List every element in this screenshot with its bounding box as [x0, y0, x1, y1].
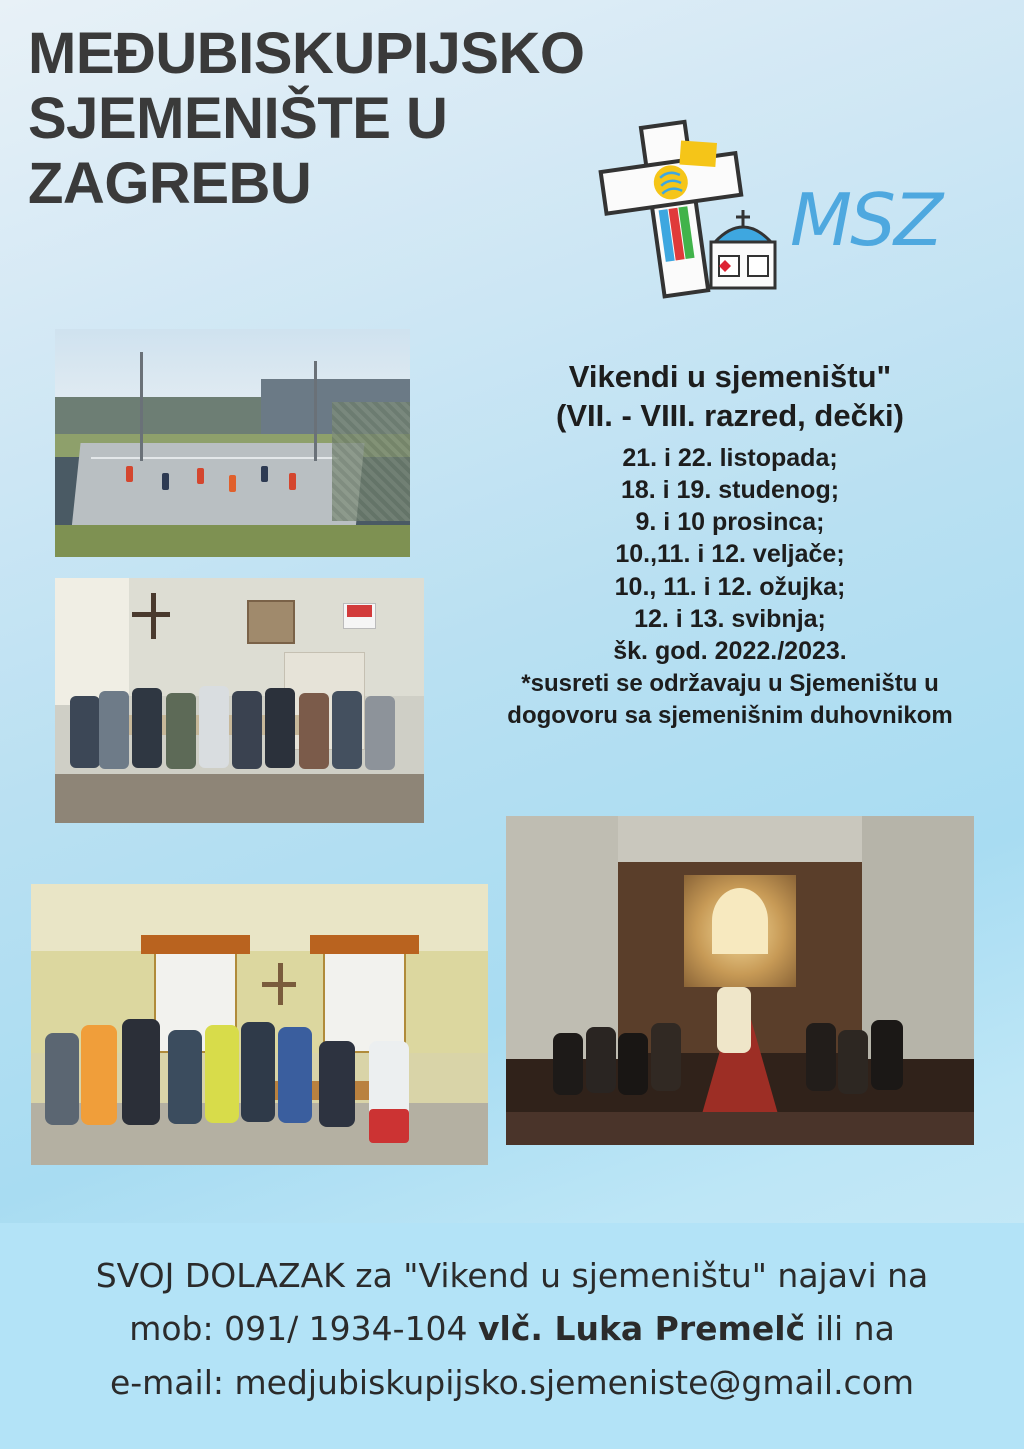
- info-note-line-1: *susreti se održavaju u Sjemeništu u: [521, 670, 939, 698]
- footer-line-1: SVOJ DOLAZAK za "Vikend u sjemeništu" najavi na: [95, 1256, 929, 1295]
- logo-text: MSZ: [790, 178, 942, 262]
- photo-sports-court: [55, 329, 410, 557]
- photo-recreation-room: [31, 884, 488, 1165]
- info-date-4: 10.,11. i 12. veljače;: [615, 540, 845, 569]
- info-heading-2: (VII. - VIII. razred, dečki): [556, 397, 904, 433]
- info-date-3: 9. i 10 prosinca;: [635, 508, 825, 536]
- info-note-line-2: dogovoru sa sjemenišnim duhovnikom: [507, 702, 953, 730]
- info-heading-1: Vikendi u sjemeništu": [568, 359, 892, 394]
- church-icon: [711, 210, 775, 288]
- footer-line-2-tail: ili na: [805, 1309, 895, 1349]
- photo-dining-hall: [55, 578, 424, 823]
- logo: [580, 110, 980, 310]
- photo-chapel: [506, 816, 974, 1145]
- title-line-3: ZAGREBU: [28, 150, 312, 216]
- page-title: [28, 22, 668, 217]
- info-date-6: 12. i 13. svibnja;: [634, 604, 826, 633]
- footer-line-2: [0, 1302, 1024, 1355]
- info-date-5: 10., 11. i 12. ožujka;: [614, 572, 846, 601]
- title-line-2: SJEMENIŠTE U: [28, 85, 448, 151]
- footer-phone: mob: 091/ 1934-104: [129, 1309, 479, 1349]
- info-date-2: 18. i 19. studenog;: [620, 475, 840, 504]
- info-school-year: šk. god. 2022./2023.: [613, 637, 847, 665]
- info-block: [450, 358, 1010, 732]
- title-line-1: MEĐUBISKUPIJSKO: [28, 21, 585, 86]
- info-date-1: 21. i 22. listopada;: [622, 443, 838, 472]
- footer-contact: [0, 1223, 1024, 1449]
- footer-contact-name: vlč. Luka Premelč: [478, 1309, 806, 1349]
- footer-email[interactable]: e-mail: medjubiskupijsko.sjemeniste@gmail.com: [109, 1362, 915, 1402]
